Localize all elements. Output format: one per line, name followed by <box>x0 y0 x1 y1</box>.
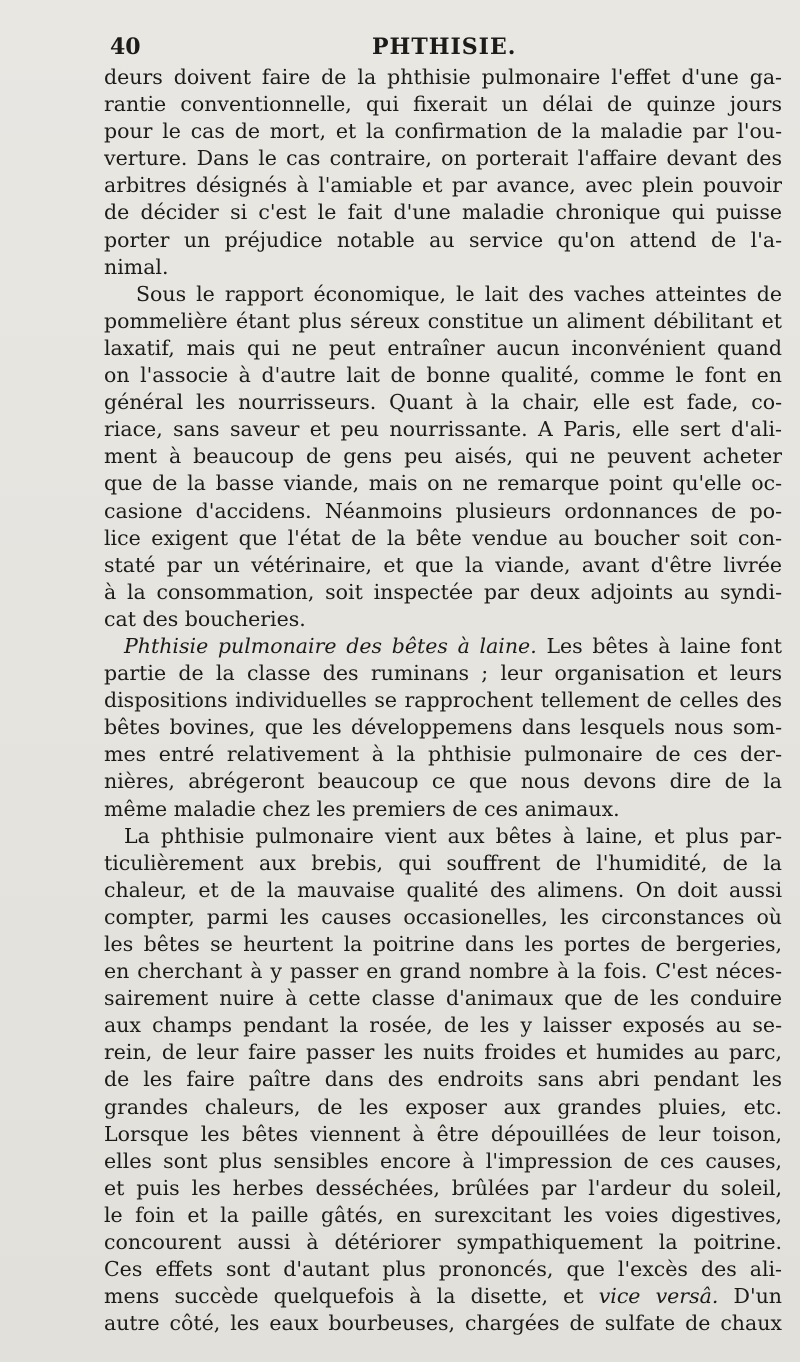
text-line: sairement nuire à cette classe d'animaux que de les conduire <box>104 986 782 1011</box>
text-line: Ces effets sont d'autant plus prononcés, que l'excès des ali- <box>104 1257 782 1282</box>
text-span: Les bêtes à laine font <box>536 633 782 658</box>
text-line: et puis les herbes desséchées, brûlées par l'ardeur du soleil, <box>104 1175 782 1200</box>
text-line: lice exigent que l'état de la bête vendue au boucher soit con- <box>104 525 782 550</box>
text-line: partie de la classe des ruminans ; leur organisation et leurs <box>104 661 782 686</box>
text-line: général les nourrisseurs. Quant à la chair, elle est fade, co- <box>104 390 782 415</box>
text-line: rein, de leur faire passer les nuits froides et humides au parc, <box>104 1040 782 1065</box>
text-line: pour le cas de mort, et la confirmation de la maladie par l'ou- <box>104 119 782 144</box>
text-span: mens succède quelquefois à la disette, et <box>104 1284 599 1309</box>
text-line: deurs doivent faire de la phthisie pulmonaire l'effet d'une ga- <box>104 65 782 89</box>
text-line: pommelière étant plus séreux constitue un aliment débilitant et <box>104 308 782 333</box>
text-line: compter, parmi les causes occasionelles, les circonstances où <box>104 904 782 929</box>
text-line: nières, abrégeront beaucoup ce que nous devons dire de la <box>104 769 782 794</box>
text-line: Lorsque les bêtes viennent à être dépouillées de leur toison, <box>104 1121 782 1146</box>
text-line: ticulièrement aux brebis, qui souffrent de l'humidité, de la <box>104 850 782 875</box>
text-line: autre côté, les eaux bourbeuses, chargées de sulfate de chaux <box>104 1311 782 1336</box>
text-line: le foin et la paille gâtés, en surexcitant les voies digestives, <box>104 1202 782 1227</box>
page-number: 40 <box>110 34 141 60</box>
text-line: nimal. <box>104 254 169 279</box>
text-line: à la consommation, soit inspectée par deux adjoints au syndi- <box>104 579 782 604</box>
text-line: riace, sans saveur et peu nourrissante. A Paris, elle sert d'ali- <box>104 417 782 442</box>
text-line: concourent aussi à détériorer sympathiquement la poitrine. <box>104 1230 782 1255</box>
text-line: chaleur, et de la mauvaise qualité des alimens. On doit aussi <box>104 877 782 902</box>
italic-phrase: vice versâ. <box>598 1284 719 1309</box>
text-line: bêtes bovines, que les développemens dans lesquels nous som- <box>104 715 782 740</box>
body-text <box>104 64 782 1337</box>
text-line <box>104 1283 782 1310</box>
text-line: La phthisie pulmonaire vient aux bêtes à laine, et plus par- <box>124 823 782 848</box>
text-line: on l'associe à d'autre lait de bonne qualité, comme le font en <box>104 363 782 388</box>
text-line: cat des boucheries. <box>104 606 306 631</box>
text-line: de décider si c'est le fait d'une maladie chronique qui puisse <box>104 200 782 225</box>
text-line: porter un préjudice notable au service qu'on attend de l'a- <box>104 227 782 252</box>
text-line: aux champs pendant la rosée, de les y laisser exposés au se- <box>104 1013 782 1038</box>
text-line: ment à beaucoup de gens peu aisés, qui ne peuvent acheter <box>104 444 782 469</box>
text-line: même maladie chez les premiers de ces animaux. <box>104 796 620 821</box>
text-line: casione d'accidens. Néanmoins plusieurs ordonnances de po- <box>104 498 782 523</box>
text-line: arbitres désignés à l'amiable et par avance, avec plein pouvoir <box>104 173 782 198</box>
text-line: laxatif, mais qui ne peut entraîner aucun inconvénient quand <box>104 335 782 360</box>
text-span: D'un <box>718 1284 782 1309</box>
text-line: mes entré relativement à la phthisie pulmonaire de ces der- <box>104 742 782 767</box>
running-title: PHTHISIE. <box>372 34 517 60</box>
text-line: que de la basse viande, mais on ne remarque point qu'elle oc- <box>104 471 782 496</box>
text-line: Sous le rapport économique, le lait des vaches atteintes de <box>136 281 782 306</box>
text-line: grandes chaleurs, de les exposer aux grandes pluies, etc. <box>104 1094 782 1119</box>
text-line: elles sont plus sensibles encore à l'impression de ces causes, <box>104 1148 782 1173</box>
text-line: de les faire paître dans des endroits sans abri pendant les <box>104 1067 782 1092</box>
text-line: dispositions individuelles se rapprochent tellement de celles des <box>104 688 782 713</box>
text-line: verture. Dans le cas contraire, on porterait l'affaire devant des <box>104 146 782 171</box>
section-title: Phthisie pulmonaire des bêtes à laine. <box>124 633 537 658</box>
section-heading-line <box>104 633 782 660</box>
text-line: en cherchant à y passer en grand nombre à la fois. C'est néces- <box>104 959 782 984</box>
text-line: staté par un vétérinaire, et que la viande, avant d'être livrée <box>104 552 782 577</box>
text-line: rantie conventionnelle, qui fixerait un délai de quinze jours <box>104 92 782 117</box>
page-header <box>110 34 770 64</box>
text-line: les bêtes se heurtent la poitrine dans les portes de bergeries, <box>104 932 782 956</box>
